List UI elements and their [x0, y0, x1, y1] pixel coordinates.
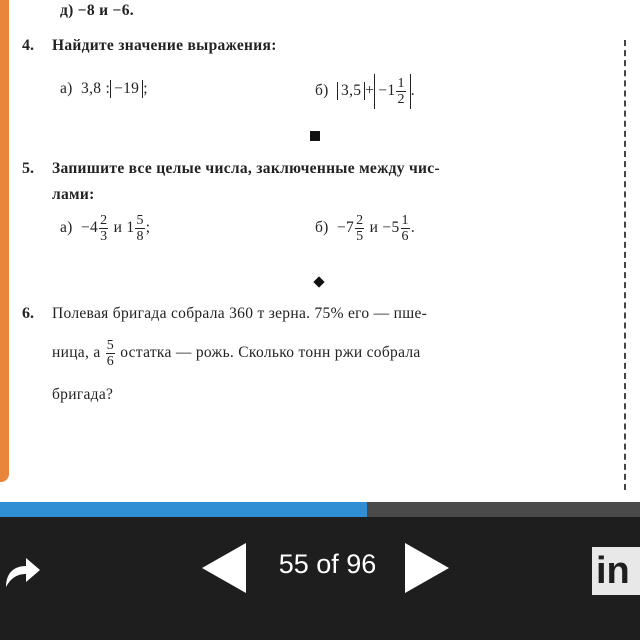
- problem4-number: 4.: [22, 37, 34, 54]
- reading-progress-bar[interactable]: [0, 502, 640, 517]
- problem5-a-fraction2: [135, 213, 144, 244]
- problem5-b-label: б): [315, 219, 329, 237]
- fraction-numerator: 2: [100, 213, 108, 228]
- problem5-b-and: и: [369, 219, 379, 237]
- problem5-b: [315, 213, 415, 244]
- problem4-b-abs2-whole: −1: [378, 82, 396, 100]
- fraction-numerator: 2: [356, 213, 364, 228]
- problem4-a-left: 3,8 :: [81, 80, 111, 97]
- problem5-b-whole1: −7: [337, 219, 355, 237]
- problem4-b-abs1: 3,5: [337, 82, 365, 100]
- triangle-right-icon[interactable]: [403, 541, 451, 595]
- problem4-b-abs2: [374, 74, 410, 109]
- problem5-line2: лами:: [52, 186, 95, 203]
- problem4-a: [60, 80, 148, 98]
- diamond-bullet-icon: [313, 276, 324, 287]
- page-edge-accent: [0, 0, 9, 482]
- problem5-b-whole2: −5: [382, 219, 400, 237]
- problem6-number: 6.: [22, 305, 34, 322]
- page-indicator: 55 of 96: [278, 549, 377, 579]
- problem4-title: Найдите значение выражения:: [52, 37, 277, 54]
- problem6-line2-end: остатка — рожь. Сколько тонн ржи собрала: [120, 344, 421, 362]
- problem5-line1: Запишите все целые числа, заключенные между чис-: [52, 160, 440, 177]
- problem5-b-fraction1: [355, 213, 364, 244]
- margin-rule: [624, 40, 626, 490]
- problem5-a-and: и: [113, 219, 123, 237]
- viewer-toolbar: [0, 517, 640, 640]
- problem4-b-end: .: [410, 82, 415, 100]
- share-arrow-icon[interactable]: [0, 549, 44, 593]
- problem5-a-fraction1: [99, 213, 108, 244]
- problem5-a-whole2: 1: [126, 219, 135, 237]
- problem6-line1: Полевая бригада собрала 360 т зерна. 75% его — пше-: [52, 305, 428, 322]
- problem4-b: [315, 74, 415, 109]
- fraction-denominator: 6: [106, 354, 114, 369]
- problem4-a-abs: −19: [110, 80, 143, 98]
- fraction-denominator: 5: [356, 229, 364, 244]
- problem5-number: 5.: [22, 160, 34, 177]
- triangle-left-icon[interactable]: [200, 541, 248, 595]
- problem4-b-label: б): [315, 82, 329, 100]
- problem5-b-end: .: [410, 219, 415, 237]
- problem4-a-right: ;: [143, 80, 148, 97]
- fraction-denominator: 3: [100, 229, 108, 244]
- problem4-a-label: а): [60, 80, 73, 97]
- prev-item-line: [60, 2, 134, 20]
- problem6-line3: бригада?: [52, 386, 114, 403]
- problem5-a-label: а): [60, 219, 73, 237]
- problem4-b-fraction: [396, 76, 405, 107]
- prev-item-text: −8 и −6.: [77, 2, 134, 19]
- problem6-line2: [52, 338, 421, 369]
- square-bullet-icon: [310, 131, 320, 141]
- linkedin-logo[interactable]: in: [592, 547, 640, 595]
- prev-item-letter: д): [60, 2, 74, 19]
- fraction-numerator: 5: [106, 338, 114, 353]
- problem5-a-whole1: −4: [81, 219, 99, 237]
- fraction-numerator: 1: [401, 213, 409, 228]
- problem4-b-plus: +: [365, 82, 375, 100]
- fraction-denominator: 6: [401, 229, 409, 244]
- fraction-numerator: 1: [397, 76, 405, 91]
- problem5-a: [60, 213, 150, 244]
- fraction-numerator: 5: [136, 213, 144, 228]
- problem5-a-end: ;: [145, 219, 151, 237]
- problem5-b-fraction2: [401, 213, 410, 244]
- fraction-denominator: 8: [136, 229, 144, 244]
- fraction-denominator: 2: [397, 92, 405, 107]
- problem6-fraction: [106, 338, 115, 369]
- reading-progress-fill: [0, 502, 367, 517]
- problem6-line2-start: ница, а: [52, 344, 101, 362]
